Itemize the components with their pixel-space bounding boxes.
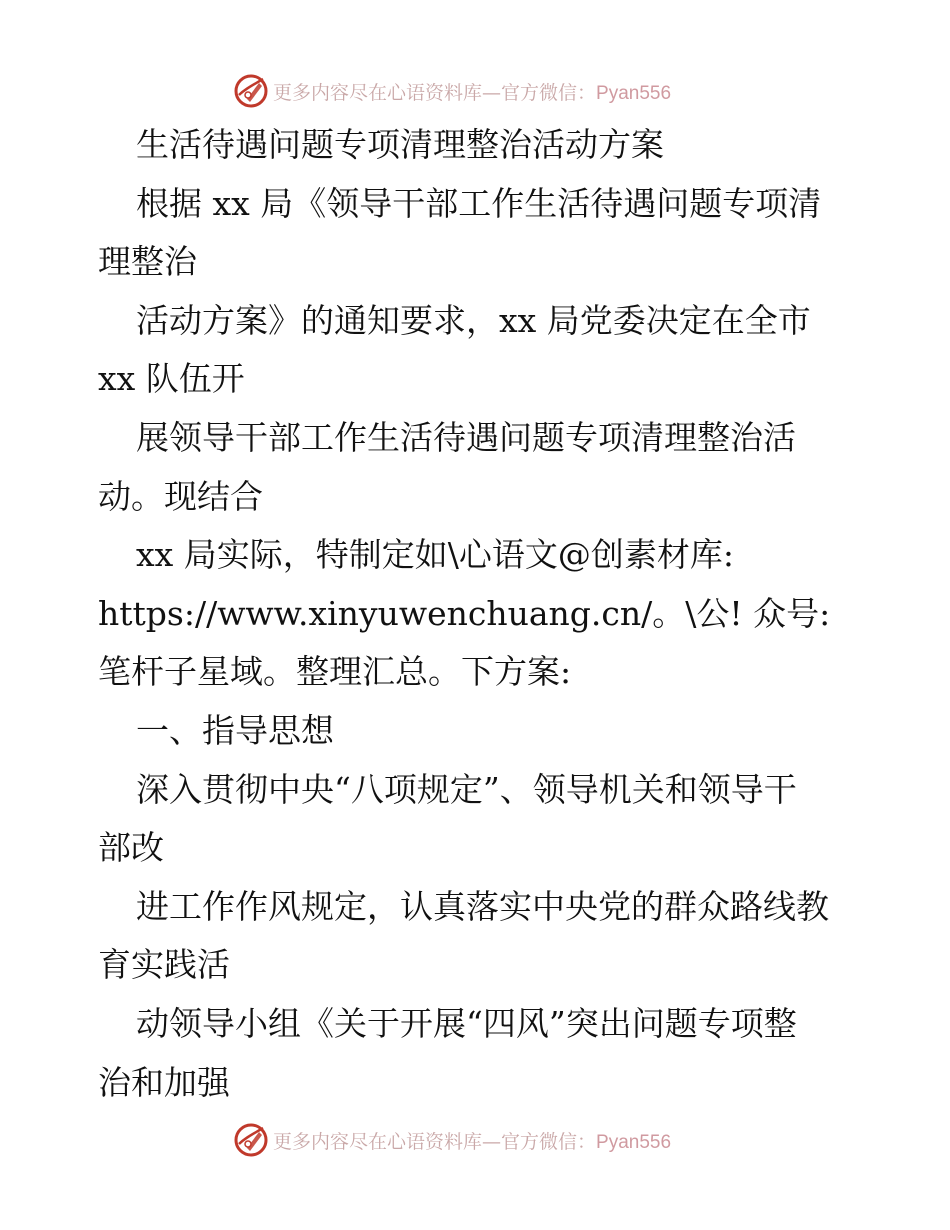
paragraph-line: 笔杆子星域。整理汇总。下方案:: [98, 652, 572, 692]
paragraph-line: xx 局实际，特制定如\心语文@创素材库:: [136, 535, 734, 575]
paragraph-line: 理整治: [98, 242, 197, 282]
pen-logo-icon: [233, 1122, 269, 1158]
header-banner: [233, 71, 671, 111]
paragraph-line: 部改: [98, 828, 164, 868]
paragraph-line: 动。现结合: [98, 476, 263, 516]
paragraph-line: 育实践活: [98, 945, 230, 985]
banner-dash: —: [482, 81, 502, 104]
banner-account-id: Pyan556: [596, 82, 672, 104]
pen-logo-icon: [233, 73, 269, 109]
banner-account-label: 官方微信：: [501, 1130, 597, 1153]
paragraph-line: 动领导小组《关于开展“四风”突出问题专项整: [136, 1003, 797, 1043]
banner-account-id: Pyan556: [596, 1131, 672, 1153]
document-body: [98, 116, 858, 1112]
banner-title: 更多内容尽在心语资料库: [273, 1130, 483, 1153]
paragraph-line: 进工作作风规定，认真落实中央党的群众路线教: [136, 886, 829, 926]
paragraph-line: https://www.xinyuwenchuang.cn/。\公! 众号:: [98, 593, 831, 633]
document-title: 生活待遇问题专项清理整治活动方案: [136, 125, 664, 164]
paragraph-line: xx 队伍开: [98, 359, 245, 399]
banner-account-label: 官方微信：: [501, 81, 597, 104]
paragraph-line: 展领导干部工作生活待遇问题专项清理整治活: [136, 417, 796, 457]
footer-banner: [233, 1120, 671, 1160]
paragraph-line: 治和加强: [98, 1062, 230, 1102]
section-heading: 一、指导思想: [136, 710, 334, 750]
paragraph-line: 活动方案》的通知要求，xx 局党委决定在全市: [136, 300, 811, 340]
banner-dash: —: [482, 1130, 502, 1153]
banner-title: 更多内容尽在心语资料库: [273, 81, 483, 104]
paragraph-line: 根据 xx 局《领导干部工作生活待遇问题专项清: [136, 183, 822, 223]
paragraph-line: 深入贯彻中央“八项规定”、领导机关和领导干: [136, 769, 797, 809]
